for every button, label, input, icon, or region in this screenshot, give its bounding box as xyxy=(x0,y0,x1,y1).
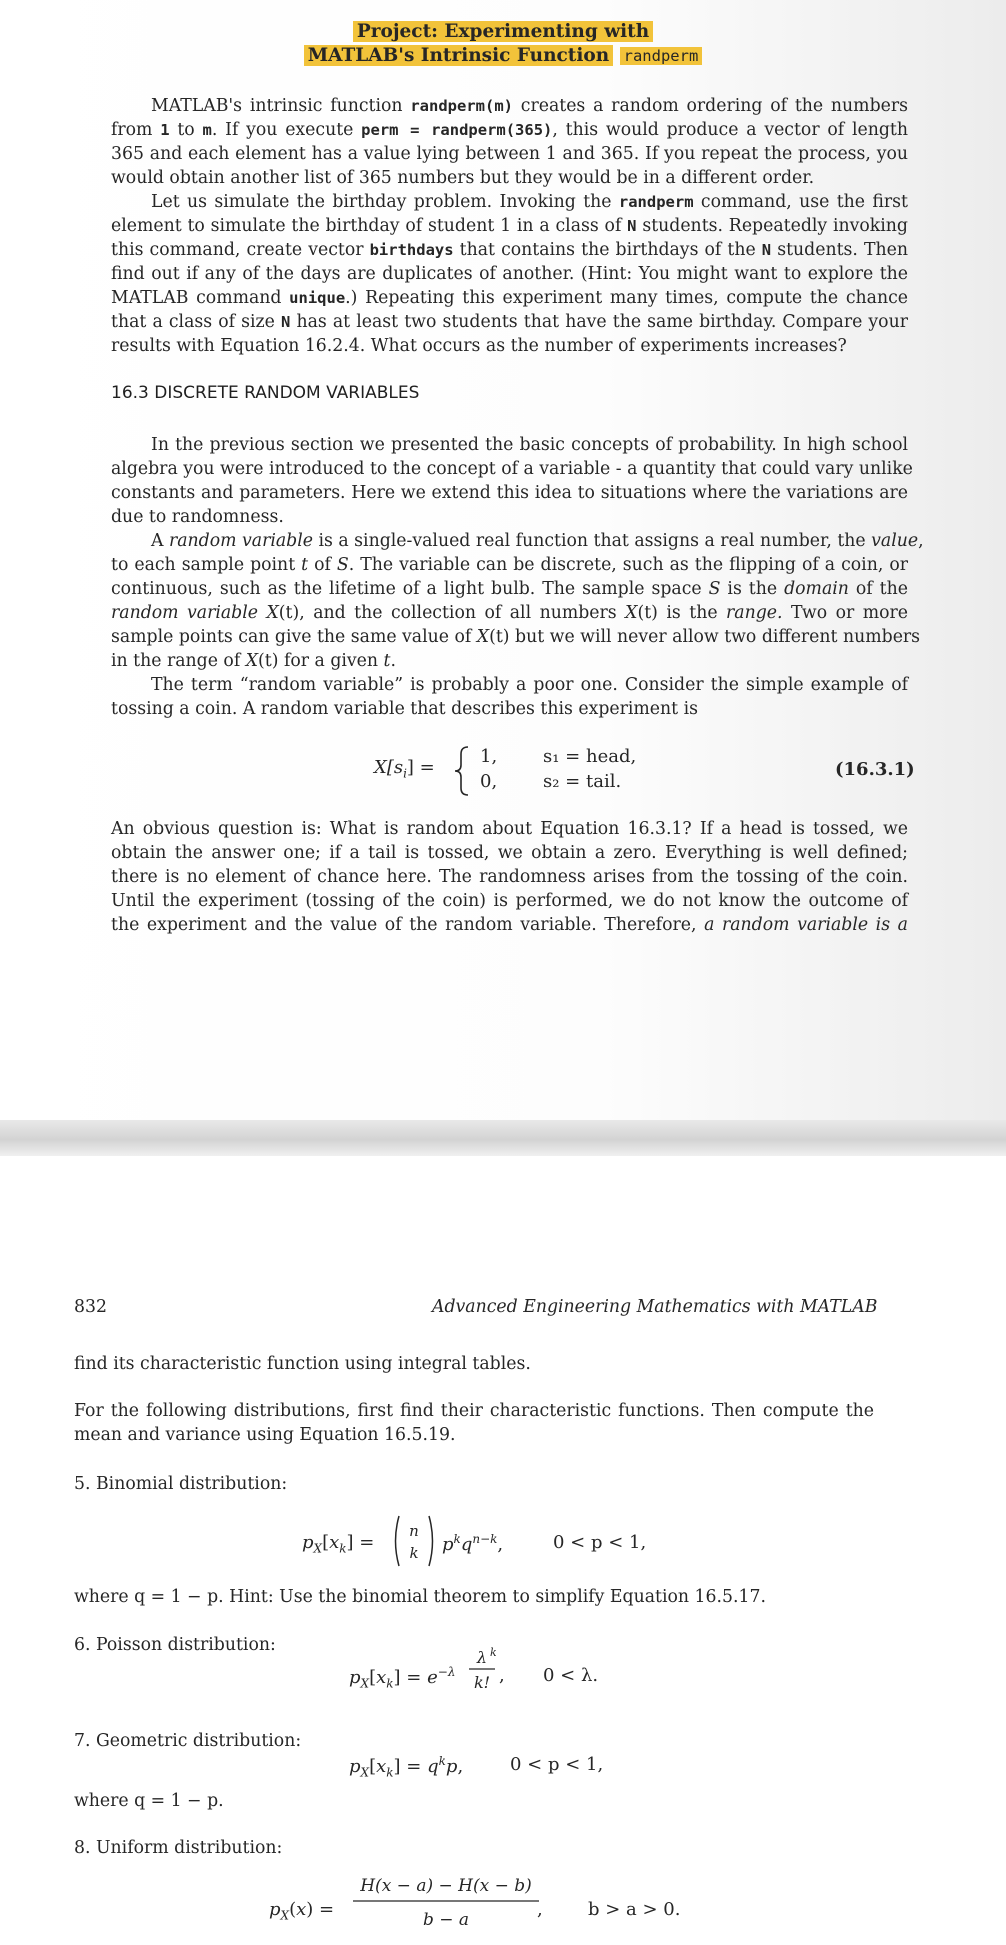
paragraph-birthday: Let us simulate the birthday problem. Invoking the randperm command, use the first element to simulate the birthday of student 1 in a class of N students. Repeatedly invoking this command, create vector birthdays that contains the birthdays of the N students. Then find out if any of the days are duplicates of another. (Hint: You might want to explore the MATLAB command unique.) Repeating this experiment many times, compute the chance that a class of size N has at least two students that have the same birthday. Compare your results with Equation 16.2.4. What occurs as the number of experiments increases? xyxy=(111,192,909,356)
project-title-line2 xyxy=(0,44,1006,68)
svg-text:n: n xyxy=(409,1522,419,1540)
page-bottom: 832 Advanced Engineering Mathematics with MATLAB find its characteristic function using integral tables. For the following distributions, first find their characteristic functions. Then compute the mean and variance using Equation 16.5.19. 5. Binomial distribution: $p_X[x_k]$ = n k $p^kq^{n-k}$, 0 < p < 1, where q = 1 − p. Hint: Use the binomial theorem to simplify Equation 16.5.17. 6. Poisson distribution: $p_X[x_k] = e^{-\lambda}$ λ k k! , 0 < λ. 7. Geometric distribution: $p_X[x_k] = q^kp$, 0 < p < 1, where q = 1 − p. 8. Uniform distribution: $p_X(x)$ = H(x − a) − H(x − b) b − a , b > a > 0. xyxy=(0,1156,1006,1945)
poisson-condition: 0 < λ. xyxy=(543,1665,599,1686)
equation-lhs: $X[s_i]$ = xyxy=(374,757,435,781)
svg-text:k: k xyxy=(409,1544,419,1562)
geometric-condition: 0 < p < 1, xyxy=(510,1754,604,1775)
svg-text:k!: k! xyxy=(473,1673,491,1692)
paragraph-randperm: MATLAB's intrinsic function randperm(m) creates a random ordering of the numbers from 1 to m. If you execute perm = randperm(365), this would produce a vector of length 365 and each element has a value lying between 1 and 365. If you repeat the process, you would obtain another list of 365 numbers but they would be in a different order. xyxy=(111,96,908,188)
where-geometric: where q = 1 − p. xyxy=(74,1791,224,1811)
paragraph-coin: The term “random variable” is probably a poor one. Consider the simple example of tossing a coin. A random variable that describes this experiment is xyxy=(111,675,908,719)
item-poisson: 6. Poisson distribution: xyxy=(74,1635,276,1655)
svg-text:k: k xyxy=(490,1646,497,1659)
section-heading: 16.3 DISCRETE RANDOM VARIABLES xyxy=(111,383,420,403)
case1-condition: s₁ = head, xyxy=(543,746,637,767)
case2-condition: s₂ = tail. xyxy=(543,771,622,792)
page-number: 832 xyxy=(74,1297,107,1317)
binomial-coefficient-icon xyxy=(390,1512,438,1570)
item-geometric: 7. Geometric distribution: xyxy=(74,1731,302,1751)
distributions-intro: For the following distributions, first find their characteristic functions. Then compute the mean and variance using Equation 16.5.19. xyxy=(74,1401,874,1445)
svg-text:H(x − a) − H(x − b): H(x − a) − H(x − b) xyxy=(360,1876,532,1896)
running-head: Advanced Engineering Mathematics with MATLAB xyxy=(432,1297,878,1317)
project-title-code: randperm xyxy=(620,47,703,65)
item-uniform: 8. Uniform distribution: xyxy=(74,1838,283,1858)
paragraph-definition: A random variable is a single-valued real function that assigns a real number, the value, to each sample point t of S. The variable can be discrete, such as the flipping of a coin, or continuous, such as the lifetime of a light bulb. The sample space S is the domain of the random variable X(t), and the collection of all numbers X(t) is the range. Two or more sample points can give the same value of X(t) but we will never allow two different numbers in the range of X(t) for a given t. xyxy=(111,531,924,671)
item-binomial: 5. Binomial distribution: xyxy=(74,1474,288,1494)
where-binomial: where q = 1 − p. Hint: Use the binomial theorem to simplify Equation 16.5.17. xyxy=(74,1587,766,1607)
line-integral-tables: find its characteristic function using integral tables. xyxy=(74,1354,531,1374)
case1-value: 1, xyxy=(480,746,498,767)
fraction-icon xyxy=(466,1646,498,1694)
uniform-condition: b > a > 0. xyxy=(588,1899,681,1920)
case2-value: 0, xyxy=(480,771,498,792)
svg-text:λ: λ xyxy=(476,1648,488,1667)
project-title-text: MATLAB's Intrinsic Function xyxy=(307,45,610,66)
equation-number: (16.3.1) xyxy=(835,759,915,780)
project-title-line1: Project: Experimenting with xyxy=(0,20,1006,44)
paragraph-question: An obvious question is: What is random about Equation 16.3.1? If a head is tossed, we obtain the answer one; if a tail is tossed, we obtain a zero. Everything is well defined; there is no element of chance here. The randomness arises from the tossing of the coin. Until the experiment (tossing of the coin) is performed, we do not know the outcome of the experiment and the value of the random variable. Therefore, a random variable is a xyxy=(111,819,908,935)
binomial-condition: 0 < p < 1, xyxy=(553,1532,647,1553)
brace-icon xyxy=(452,744,472,798)
uniform-fraction-icon xyxy=(350,1868,542,1934)
svg-text:b − a: b − a xyxy=(422,1910,470,1930)
paragraph-intro: In the previous section we presented the basic concepts of probability. In high school algebra you were introduced to the concept of a variable - a quantity that could vary unlike constants and parameters. Here we extend this idea to situations where the variations are due to randomness. xyxy=(111,435,913,527)
page-break xyxy=(0,1120,1006,1156)
